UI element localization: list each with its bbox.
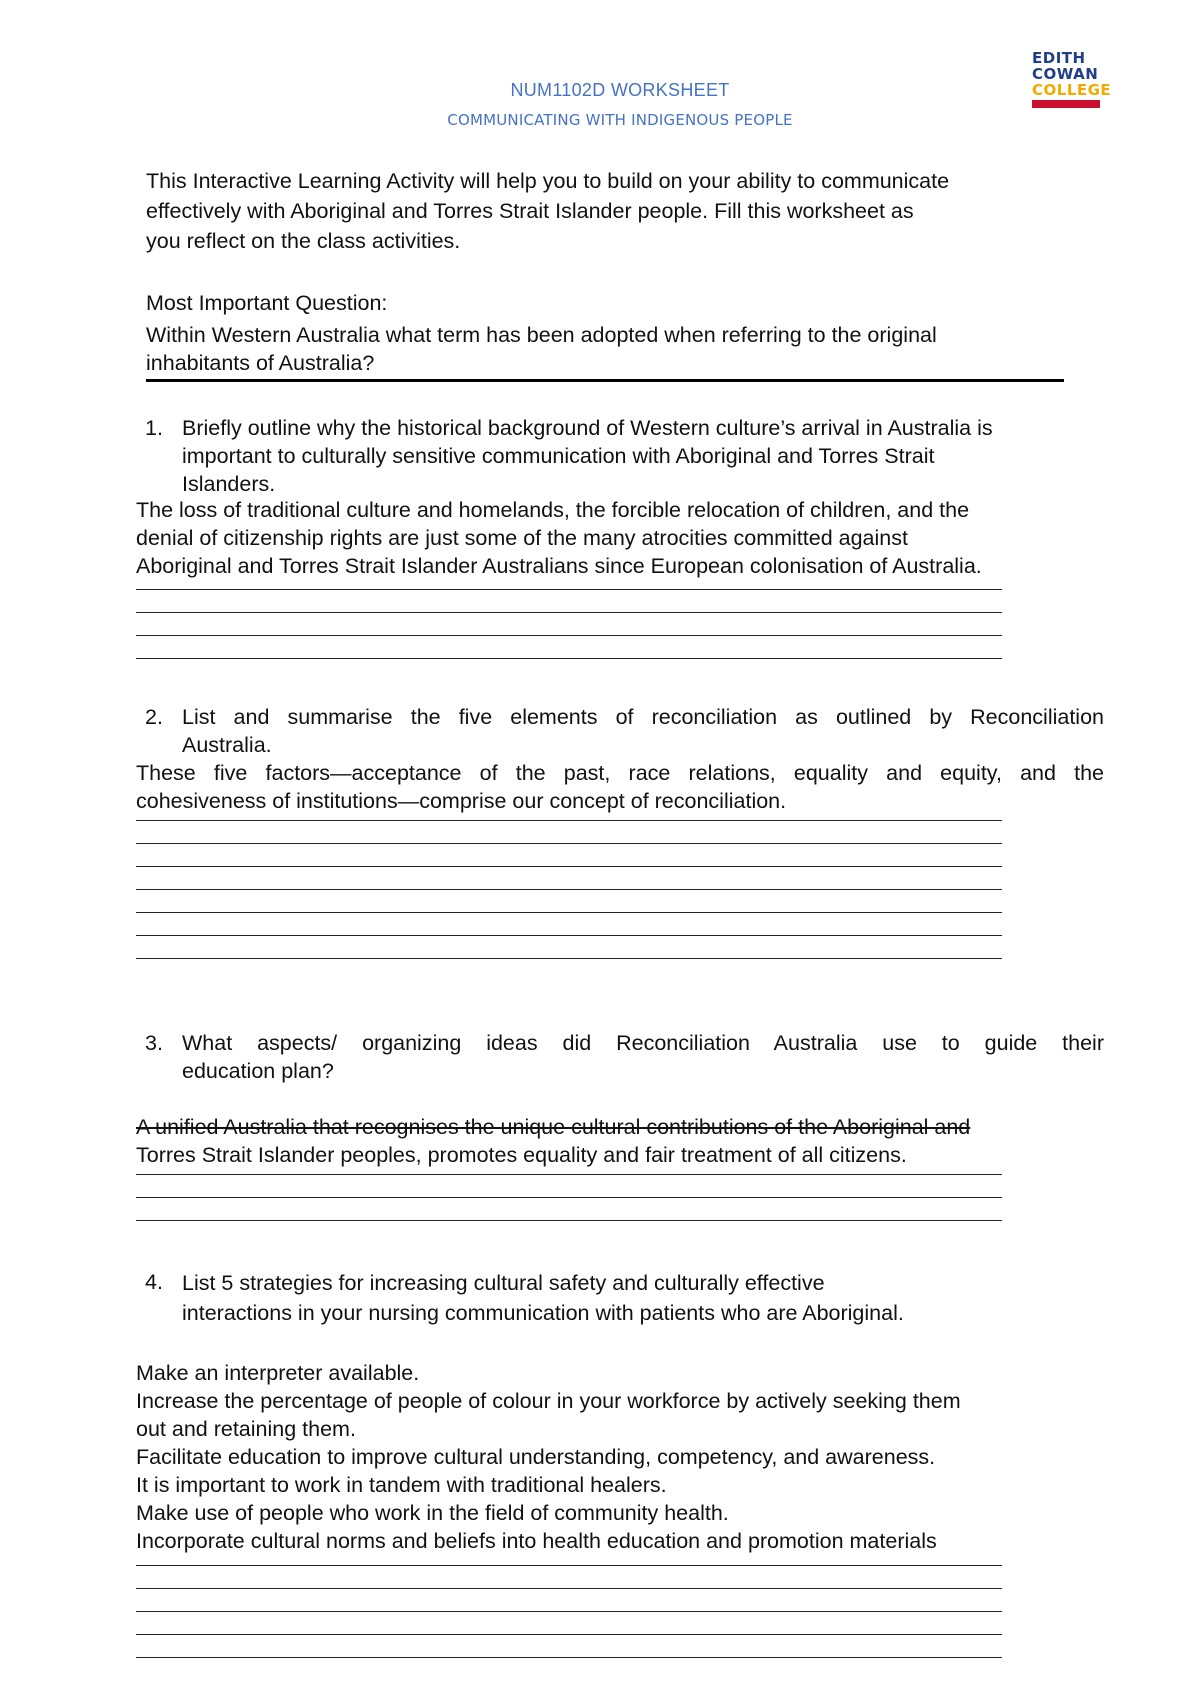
- question-1-answer: [136, 496, 982, 580]
- mq-line: Within Western Australia what term has been adopted when referring to the original: [146, 323, 937, 347]
- question-line: List 5 strategies for increasing cultural safety and culturally effective: [182, 1271, 825, 1295]
- answer-line: The loss of traditional culture and homelands, the forcible relocation of children, and the: [136, 498, 970, 522]
- writing-line: [136, 589, 1002, 590]
- question-1-number: 1.: [145, 416, 163, 440]
- worksheet-subtitle: COMMUNICATING WITH INDIGENOUS PEOPLE: [447, 111, 793, 129]
- college-logo: [1032, 49, 1112, 108]
- most-important-question: [146, 289, 937, 377]
- answer-line: A unified Australia that recognises the unique cultural contributions of the Aboriginal and: [136, 1115, 971, 1139]
- mq-heading: Most Important Question:: [146, 291, 388, 315]
- answer-line: cohesiveness of institutions—comprise our concept of reconciliation.: [136, 789, 787, 813]
- writing-line: [136, 635, 1002, 636]
- question-line: What aspects/ organizing ideas did Reconciliation Australia use to guide their: [182, 1031, 1104, 1055]
- writing-line: [136, 958, 1002, 959]
- writing-line: [136, 1611, 1002, 1612]
- logo-line-3: COLLEGE: [1032, 81, 1112, 99]
- answer-rule-thick: [146, 379, 1064, 382]
- answer-line: denial of citizenship rights are just some of the many atrocities committed against: [136, 526, 908, 550]
- answer-line: Increase the percentage of people of colour in your workforce by actively seeking them: [136, 1389, 961, 1413]
- intro-line: you reflect on the class activities.: [146, 229, 461, 253]
- writing-line: [136, 820, 1002, 821]
- question-4-text: [182, 1268, 904, 1328]
- writing-line: [136, 1565, 1002, 1566]
- writing-line: [136, 935, 1002, 936]
- question-3-writing-lines: [136, 1174, 1002, 1243]
- question-line: education plan?: [182, 1059, 334, 1083]
- question-3-text: [182, 1029, 1104, 1085]
- intro-paragraph: [146, 166, 949, 256]
- logo-red-bar: [1032, 100, 1100, 108]
- question-2-text: [182, 703, 1104, 759]
- question-4-answer: [136, 1359, 961, 1555]
- answer-line: Incorporate cultural norms and beliefs into health education and promotion materials: [136, 1529, 937, 1553]
- intro-line: This Interactive Learning Activity will help you to build on your ability to communicate: [146, 169, 950, 193]
- writing-line: [136, 1588, 1002, 1589]
- question-1-writing-lines: [136, 589, 1002, 681]
- writing-line: [136, 1197, 1002, 1198]
- writing-line: [136, 889, 1002, 890]
- writing-line: [136, 1174, 1002, 1175]
- question-2-number: 2.: [145, 705, 163, 729]
- worksheet-title: NUM1102D WORKSHEET: [510, 80, 730, 100]
- question-3-number: 3.: [145, 1031, 163, 1055]
- question-line: Australia.: [182, 733, 272, 757]
- answer-line: Make use of people who work in the field of community health.: [136, 1501, 729, 1525]
- writing-line: [136, 1657, 1002, 1658]
- question-line: Briefly outline why the historical background of Western culture’s arrival in Australia is: [182, 416, 993, 440]
- logo-line-2: COWAN: [1032, 65, 1099, 83]
- question-line: interactions in your nursing communication with patients who are Aboriginal.: [182, 1301, 904, 1325]
- mq-line: inhabitants of Australia?: [146, 351, 375, 375]
- answer-line: Facilitate education to improve cultural understanding, competency, and awareness.: [136, 1445, 936, 1469]
- writing-line: [136, 1220, 1002, 1221]
- answer-line: out and retaining them.: [136, 1417, 356, 1441]
- answer-line: Aboriginal and Torres Strait Islander Australians since European colonisation of Australia.: [136, 554, 982, 578]
- question-line: List and summarise the five elements of reconciliation as outlined by Reconciliation: [182, 705, 1104, 729]
- answer-line: Make an interpreter available.: [136, 1361, 420, 1385]
- question-2-writing-lines: [136, 820, 1002, 981]
- writing-line: [136, 866, 1002, 867]
- writing-line: [136, 843, 1002, 844]
- writing-line: [136, 658, 1002, 659]
- question-line: important to culturally sensitive communication with Aboriginal and Torres Strait: [182, 444, 935, 468]
- writing-line: [136, 912, 1002, 913]
- answer-line: It is important to work in tandem with traditional healers.: [136, 1473, 667, 1497]
- answer-line: Torres Strait Islander peoples, promotes equality and fair treatment of all citizens.: [136, 1143, 907, 1167]
- question-4-number: 4.: [145, 1270, 163, 1294]
- question-line: Islanders.: [182, 472, 276, 496]
- writing-line: [136, 1634, 1002, 1635]
- question-1-text: [182, 414, 993, 498]
- intro-line: effectively with Aboriginal and Torres Strait Islander people. Fill this worksheet as: [146, 199, 914, 223]
- logo-line-1: EDITH: [1032, 49, 1086, 67]
- question-3-answer: [136, 1113, 970, 1169]
- question-4-writing-lines: [136, 1565, 1002, 1680]
- answer-line: These five factors—acceptance of the past, race relations, equality and equity, and the: [136, 761, 1104, 785]
- question-2-answer: [136, 759, 1104, 815]
- writing-line: [136, 612, 1002, 613]
